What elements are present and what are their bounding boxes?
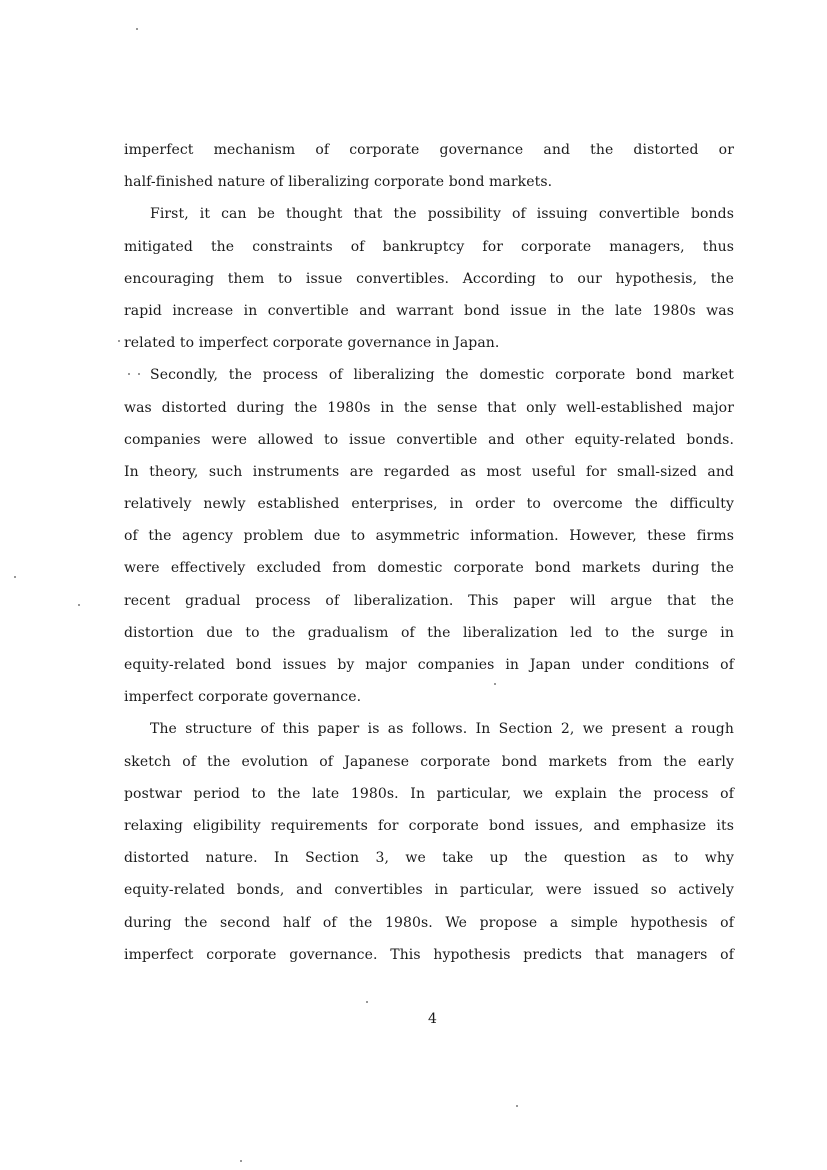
text-line: sketch of the evolution of Japanese corporate bond markets from the early <box>124 753 734 770</box>
body-text <box>124 134 734 971</box>
text-line: equity-related bond issues by major companies in Japan under conditions of <box>124 657 734 673</box>
text-line: related to imperfect corporate governance in Japan. <box>124 335 500 352</box>
text-line: was distorted during the 1980s in the sense that only well-established major <box>124 399 734 416</box>
text-line: during the second half of the 1980s. We propose a simple hypothesis of <box>124 914 734 931</box>
scan-speck <box>78 604 80 606</box>
text-line: recent gradual process of liberalization. This paper will argue that the <box>124 592 734 609</box>
text-line: encouraging them to issue convertibles. According to our hypothesis, the <box>124 270 734 287</box>
text-line: imperfect mechanism of corporate governance and the distorted or <box>124 142 734 158</box>
scan-speck <box>138 373 140 375</box>
text-line: distortion due to the gradualism of the liberalization led to the surge in <box>124 624 734 641</box>
scan-speck <box>366 1001 368 1003</box>
text-line: imperfect corporate governance. This hypothesis predicts that managers of <box>124 946 734 963</box>
scan-speck <box>14 576 16 578</box>
text-line: rapid increase in convertible and warrant bond issue in the late 1980s was <box>124 302 734 319</box>
text-line: relatively newly established enterprises, in order to overcome the difficulty <box>124 496 734 513</box>
scan-speck <box>118 340 120 342</box>
text-line: equity-related bonds, and convertibles in particular, were issued so actively <box>124 882 734 899</box>
text-line: imperfect corporate governance. <box>124 689 362 706</box>
text-line: distorted nature. In Section 3, we take up the question as to why <box>124 850 734 867</box>
text-line: postwar period to the late 1980s. In particular, we explain the process of <box>124 785 734 802</box>
scan-speck <box>128 373 130 375</box>
scan-speck <box>494 683 496 685</box>
text-line: of the agency problem due to asymmetric information. However, these firms <box>124 528 734 545</box>
paragraph-first-line: The structure of this paper is as follows. In Section 2, we present a rough <box>150 721 734 738</box>
text-line: In theory, such instruments are regarded as most useful for small-sized and <box>124 463 734 480</box>
text-line: half-finished nature of liberalizing corporate bond markets. <box>124 174 553 191</box>
paragraph-first-line: First, it can be thought that the possibility of issuing convertible bonds <box>150 206 734 223</box>
text-line: companies were allowed to issue convertible and other equity-related bonds. <box>124 431 734 448</box>
scan-speck <box>240 1160 242 1162</box>
page-number: 4 <box>428 1011 437 1027</box>
scan-speck <box>516 1105 518 1107</box>
text-line: relaxing eligibility requirements for corporate bond issues, and emphasize its <box>124 817 734 834</box>
text-line: mitigated the constraints of bankruptcy for corporate managers, thus <box>124 238 734 255</box>
paragraph-first-line: Secondly, the process of liberalizing the domestic corporate bond market <box>150 367 734 384</box>
text-line: were effectively excluded from domestic corporate bond markets during the <box>124 560 734 577</box>
scan-speck <box>136 28 138 30</box>
